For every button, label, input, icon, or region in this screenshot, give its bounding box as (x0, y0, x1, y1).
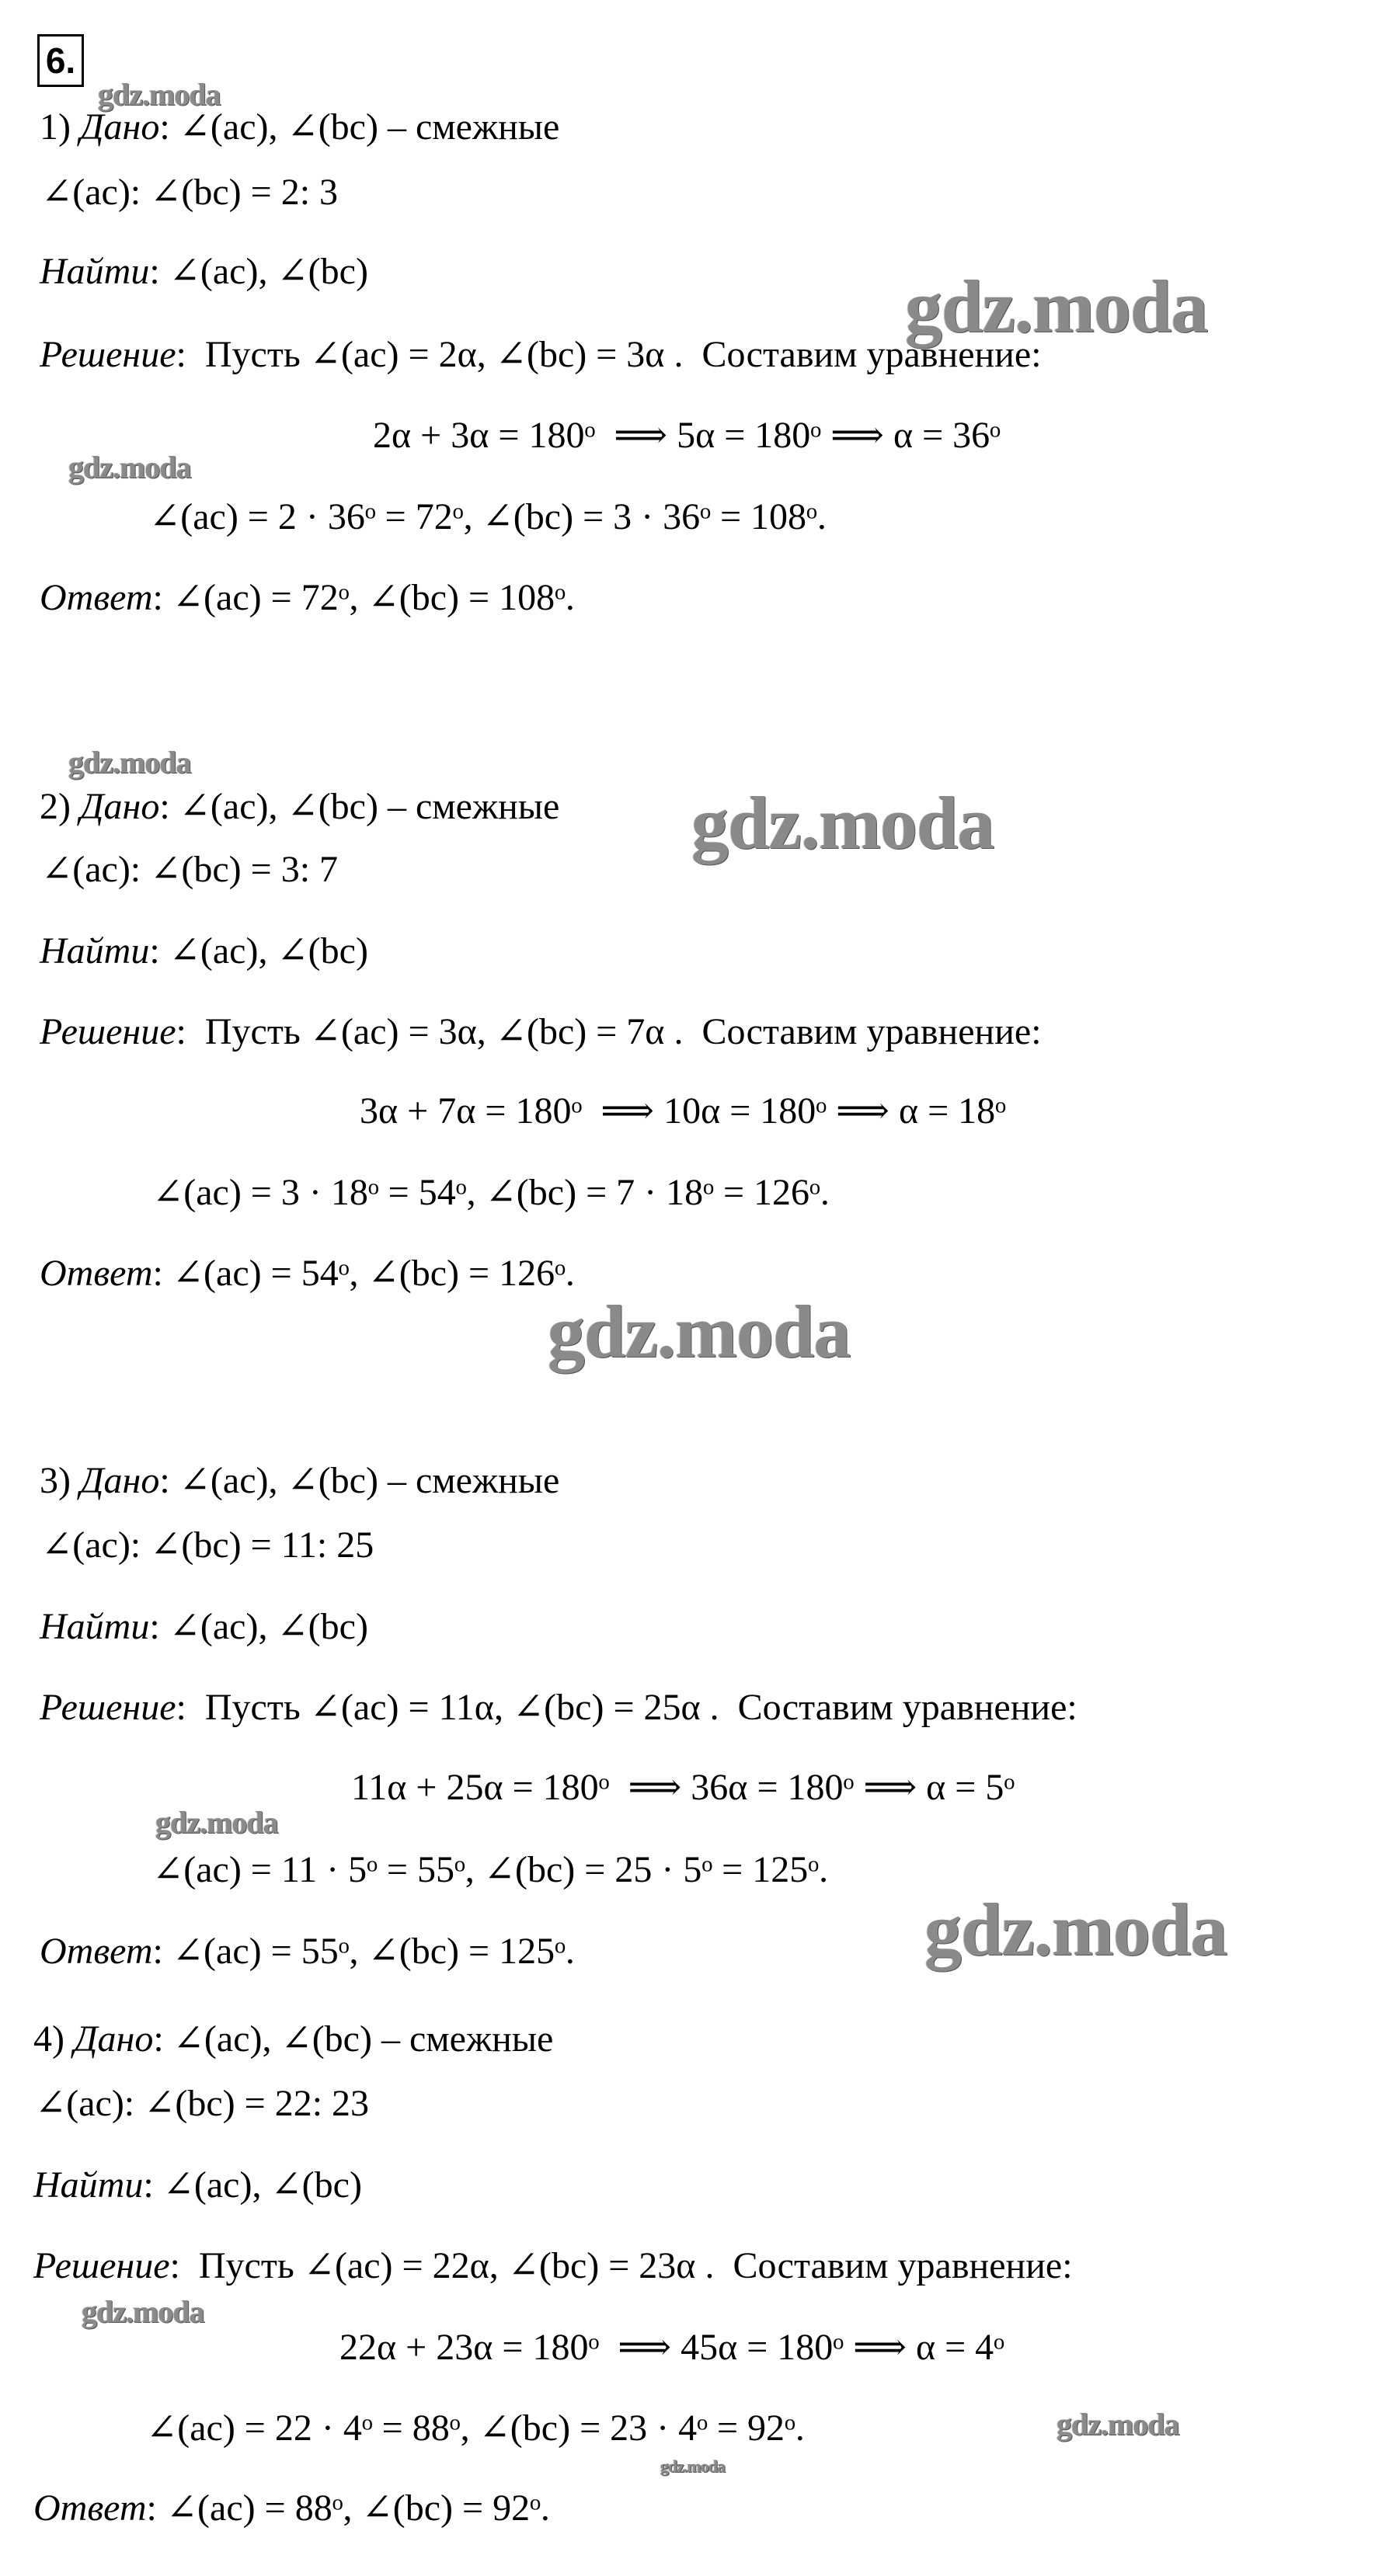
given-line (33, 2018, 553, 2061)
angles-text: ∠(ac) = 22 · 4ᵒ = 88ᵒ, ∠(bc) = 23 · 4ᵒ = 92ᵒ. (146, 2407, 805, 2449)
answer-line (40, 1930, 575, 1973)
watermark: gdz.moda (691, 781, 994, 864)
watermark: gdz.moda (924, 1888, 1227, 1971)
find-text: : ∠(ac), ∠(bc) (143, 2164, 362, 2206)
ratio-text: ∠(ac): ∠(bc) = 11: 25 (41, 1524, 374, 1566)
given-text: : ∠(ac), ∠(bc) – смежные (159, 106, 560, 148)
solution-text: : Пусть ∠(ac) = 3α, ∠(bc) = 7α . Составим уравнение: (176, 1011, 1042, 1052)
ratio-line (41, 848, 338, 892)
given-label: Дано (73, 2018, 154, 2060)
watermark: gdz.moda (68, 745, 191, 780)
watermark: gdz.moda (905, 265, 1208, 348)
find-text: : ∠(ac), ∠(bc) (149, 930, 368, 972)
ratio-line (41, 1524, 374, 1567)
watermark: gdz.moda (548, 1290, 851, 1373)
equation-line (351, 1766, 1015, 1809)
solution-text: : Пусть ∠(ac) = 2α, ∠(bc) = 3α . Составим уравнение: (176, 334, 1042, 375)
ratio-line (41, 171, 338, 214)
find-label: Найти (40, 1606, 150, 1647)
solution-label: Решение (40, 1011, 176, 1052)
given-line (40, 785, 559, 829)
answer-line (40, 576, 575, 620)
watermark: gdz.moda (155, 1805, 278, 1840)
answer-label: Ответ (40, 1931, 153, 1972)
angles-line (152, 1848, 828, 1892)
solution-text: : Пусть ∠(ac) = 22α, ∠(bc) = 23α . Составим уравнение: (169, 2245, 1073, 2286)
find-text: : ∠(ac), ∠(bc) (149, 251, 368, 292)
ratio-text: ∠(ac): ∠(bc) = 22: 23 (35, 2083, 370, 2124)
watermark: gdz.moda (98, 77, 221, 112)
angles-text: ∠(ac) = 3 · 18ᵒ = 54ᵒ, ∠(bc) = 7 · 18ᵒ = 126ᵒ. (152, 1172, 830, 1213)
problem-number: 4) (33, 2018, 64, 2060)
solution-label: Решение (40, 1687, 176, 1728)
answer-text: : ∠(ac) = 88ᵒ, ∠(bc) = 92ᵒ. (146, 2487, 550, 2529)
solution-line (33, 2244, 1073, 2288)
solution-line (40, 333, 1042, 377)
find-label: Найти (33, 2164, 144, 2206)
watermark: gdz.moda (660, 2456, 726, 2476)
angles-line (152, 1171, 830, 1215)
given-line (40, 1459, 559, 1503)
given-line (40, 106, 559, 149)
problem-number: 3) (40, 1460, 71, 1501)
given-label: Дано (79, 1460, 160, 1501)
equation-text: 2α + 3α = 180ᵒ ⟹ 5α = 180ᵒ ⟹ α = 36ᵒ (373, 415, 1001, 456)
angles-line (149, 495, 827, 539)
answer-label: Ответ (33, 2487, 147, 2529)
given-text: : ∠(ac), ∠(bc) – смежные (159, 1460, 560, 1501)
answer-text: : ∠(ac) = 55ᵒ, ∠(bc) = 125ᵒ. (152, 1931, 575, 1972)
solution-label: Решение (40, 334, 176, 375)
watermark: gdz.moda (1056, 2407, 1179, 2442)
ratio-text: ∠(ac): ∠(bc) = 2: 3 (41, 172, 339, 213)
solution-label: Решение (33, 2245, 170, 2286)
ratio-line (35, 2082, 369, 2126)
solution-line (40, 1686, 1077, 1730)
find-label: Найти (40, 251, 150, 292)
given-label: Дано (79, 106, 160, 148)
given-text: : ∠(ac), ∠(bc) – смежные (153, 2018, 554, 2060)
watermark: gdz.moda (82, 2294, 204, 2329)
problem-number: 1) (40, 106, 71, 148)
answer-text: : ∠(ac) = 54ᵒ, ∠(bc) = 126ᵒ. (152, 1253, 575, 1294)
find-line (40, 250, 368, 294)
equation-line (360, 1090, 1006, 1133)
equation-line (373, 414, 1001, 457)
find-text: : ∠(ac), ∠(bc) (149, 1606, 368, 1647)
angles-line (146, 2407, 805, 2450)
answer-line (33, 2487, 550, 2530)
equation-text: 22α + 23α = 180ᵒ ⟹ 45α = 180ᵒ ⟹ α = 4ᵒ (339, 2327, 1004, 2368)
given-text: : ∠(ac), ∠(bc) – смежные (159, 786, 560, 827)
find-line (40, 1605, 368, 1649)
answer-text: : ∠(ac) = 72ᵒ, ∠(bc) = 108ᵒ. (152, 577, 575, 618)
equation-text: 11α + 25α = 180ᵒ ⟹ 36α = 180ᵒ ⟹ α = 5ᵒ (351, 1767, 1015, 1808)
find-line (40, 930, 368, 973)
equation-text: 3α + 7α = 180ᵒ ⟹ 10α = 180ᵒ ⟹ α = 18ᵒ (360, 1090, 1006, 1132)
answer-label: Ответ (40, 577, 153, 618)
ratio-text: ∠(ac): ∠(bc) = 3: 7 (41, 849, 339, 890)
task-number: 6. (37, 34, 84, 87)
angles-text: ∠(ac) = 2 · 36ᵒ = 72ᵒ, ∠(bc) = 3 · 36ᵒ = 108ᵒ. (149, 496, 827, 537)
given-label: Дано (79, 786, 160, 827)
answer-label: Ответ (40, 1253, 153, 1294)
solution-line (40, 1010, 1042, 1054)
solution-text: : Пусть ∠(ac) = 11α, ∠(bc) = 25α . Составим уравнение: (176, 1687, 1077, 1728)
find-label: Найти (40, 930, 150, 972)
angles-text: ∠(ac) = 11 · 5ᵒ = 55ᵒ, ∠(bc) = 25 · 5ᵒ = 125ᵒ. (152, 1849, 829, 1890)
watermark: gdz.moda (68, 450, 191, 485)
find-line (33, 2164, 362, 2207)
answer-line (40, 1252, 575, 1295)
equation-line (339, 2326, 1004, 2369)
problem-number: 2) (40, 786, 71, 827)
